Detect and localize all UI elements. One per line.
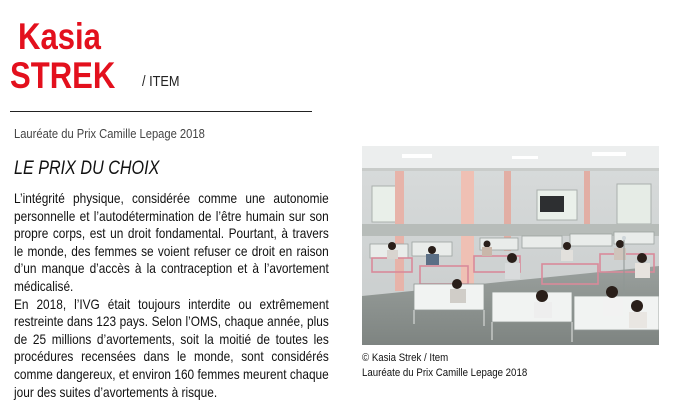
agency-label: / ITEM — [142, 73, 180, 90]
article-title: LE PRIX DU CHOIX — [14, 158, 160, 179]
photo-caption — [362, 351, 527, 381]
photo-caption-laureate: Lauréate du Prix Camille Lepage 2018 — [362, 367, 528, 379]
article-paragraph: L’intégrité physique, considérée comme une autonomie personnelle et l’autodétermination de l’être humain sur son propre corps, est un droit fondamental. Pourtant, à travers le monde, des femmes se voient refuser ce droit en raison d’un manque d’accès à la contraception et à l’avortement médicalisé. — [14, 191, 329, 294]
laureate-subtitle: Lauréate du Prix Camille Lepage 2018 — [14, 126, 205, 141]
photo-credit: © Kasia Strek / Item — [362, 352, 449, 364]
article-paragraph: En 2018, l’IVG était toujours interdite ou extrêmement restreinte dans 123 pays. Selon l’OMS, chaque année, plus de 25 millions d’avortements, soit la moitié de toutes les procédures recensées dans le monde, sont considérés comme dangereux, et environ 160 femmes meurent chaque jour des suites d’avortements à risque. — [14, 296, 329, 400]
header-divider — [10, 111, 312, 112]
photographer-last-name: STREK — [10, 55, 116, 96]
article-body — [14, 190, 329, 401]
photographer-first-name: Kasia — [18, 16, 101, 57]
hospital-ward-photo — [362, 146, 659, 345]
